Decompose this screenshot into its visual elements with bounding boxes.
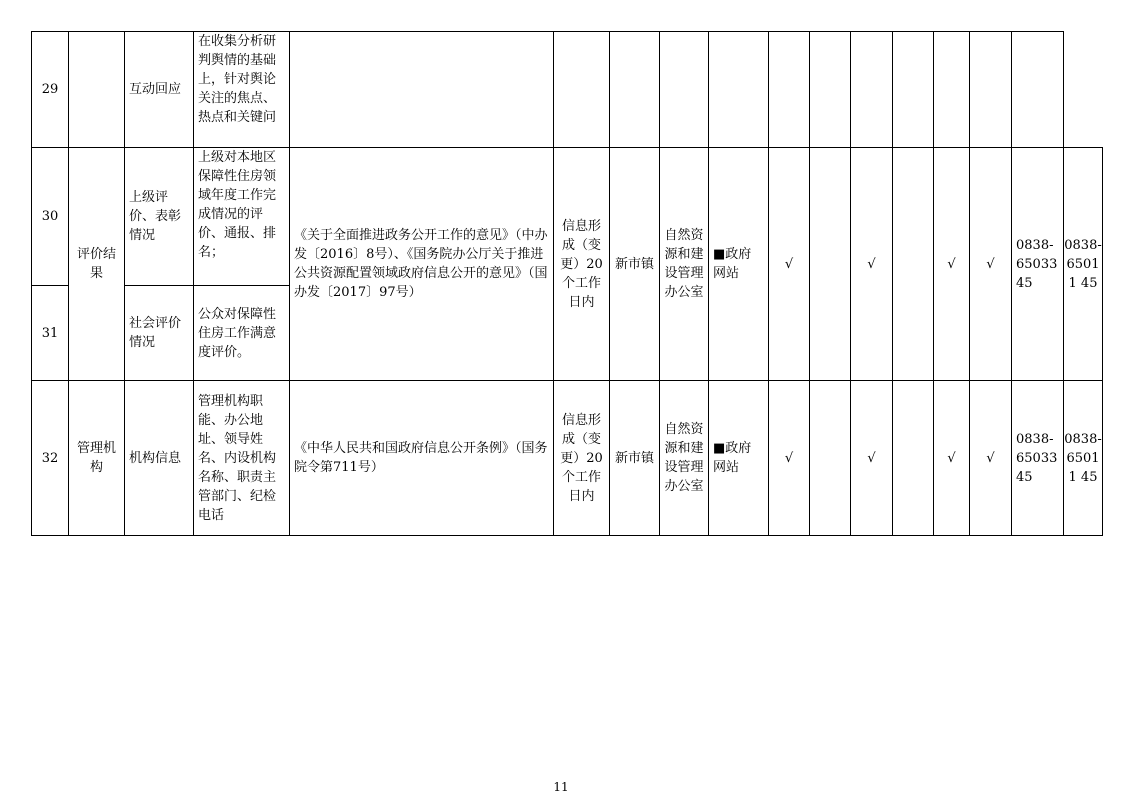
dept-cell	[660, 32, 709, 148]
dept-cell: 自然资源和建设管理办公室	[660, 148, 709, 381]
content-text: 上级对本地区保障性住房领域年度工作完成情况的评价、通报、排名；	[198, 150, 277, 260]
phone-cell	[1012, 32, 1064, 148]
tick-cell	[893, 381, 934, 536]
basis-cell	[290, 32, 554, 148]
table-row	[32, 148, 1103, 286]
tick-cell	[934, 32, 970, 148]
tick-cell: √	[934, 381, 970, 536]
subject-cell	[610, 32, 660, 148]
channel-cell	[709, 32, 769, 148]
phone-cell: 0838-65011 45	[1064, 381, 1103, 536]
tick-cell: √	[851, 148, 893, 381]
tick-cell	[810, 148, 851, 381]
tick-cell	[851, 32, 893, 148]
category-cell: 管理机构	[69, 381, 125, 536]
time-limit-cell	[554, 32, 610, 148]
phone-cell: 0838-65011 45	[1064, 148, 1103, 381]
tick-cell	[893, 148, 934, 381]
item-cell: 机构信息	[125, 381, 194, 536]
channel-cell: ■政府网站	[709, 381, 769, 536]
item-cell: 上级评价、表彰情况	[125, 148, 194, 286]
item-cell: 社会评价情况	[125, 286, 194, 381]
content-cell	[194, 148, 290, 286]
row-number: 30	[32, 148, 69, 286]
tick-cell: √	[970, 148, 1012, 381]
basis-cell: 《中华人民共和国政府信息公开条例》（国务院令第711号）	[290, 381, 554, 536]
subject-cell: 新市镇	[610, 381, 660, 536]
content-cell	[194, 32, 290, 148]
row-number: 31	[32, 286, 69, 381]
tick-cell	[810, 32, 851, 148]
time-limit-cell: 信息形成（变更）20个工作日内	[554, 148, 610, 381]
content-cell: 管理机构职能、办公地址、领导姓名、内设机构名称、职责主管部门、纪检电话	[194, 381, 290, 536]
phone-cell: 0838-6503345	[1012, 381, 1064, 536]
row-number: 29	[32, 32, 69, 148]
disclosure-table	[31, 31, 1103, 536]
table-row	[32, 32, 1103, 148]
content-text: 在收集分析研判舆情的基础上，针对舆论关注的焦点、热点和关键问	[198, 34, 277, 125]
subject-cell: 新市镇	[610, 148, 660, 381]
channel-cell: ■政府网站	[709, 148, 769, 381]
phone-cell	[970, 32, 1012, 148]
row-number: 32	[32, 381, 69, 536]
table-row	[32, 381, 1103, 536]
content-cell: 公众对保障性住房工作满意度评价。	[194, 286, 290, 381]
tick-cell: √	[934, 148, 970, 381]
tick-cell: √	[970, 381, 1012, 536]
page-number: 11	[553, 780, 569, 794]
tick-cell	[769, 32, 810, 148]
tick-cell	[810, 381, 851, 536]
basis-cell: 《关于全面推进政务公开工作的意见》（中办发〔2016〕8号）、《国务院办公厅关于推进公共资源配置领域政府信息公开的意见》（国办发〔2017〕97号）	[290, 148, 554, 381]
phone-cell: 0838-6503345	[1012, 148, 1064, 381]
category-cell: 评价结果	[69, 148, 125, 381]
category-cell	[69, 32, 125, 148]
dept-cell: 自然资源和建设管理办公室	[660, 381, 709, 536]
item-cell: 互动回应	[125, 32, 194, 148]
tick-cell: √	[769, 381, 810, 536]
time-limit-cell: 信息形成（变更）20个工作日内	[554, 381, 610, 536]
tick-cell: √	[769, 148, 810, 381]
tick-cell	[893, 32, 934, 148]
tick-cell: √	[851, 381, 893, 536]
